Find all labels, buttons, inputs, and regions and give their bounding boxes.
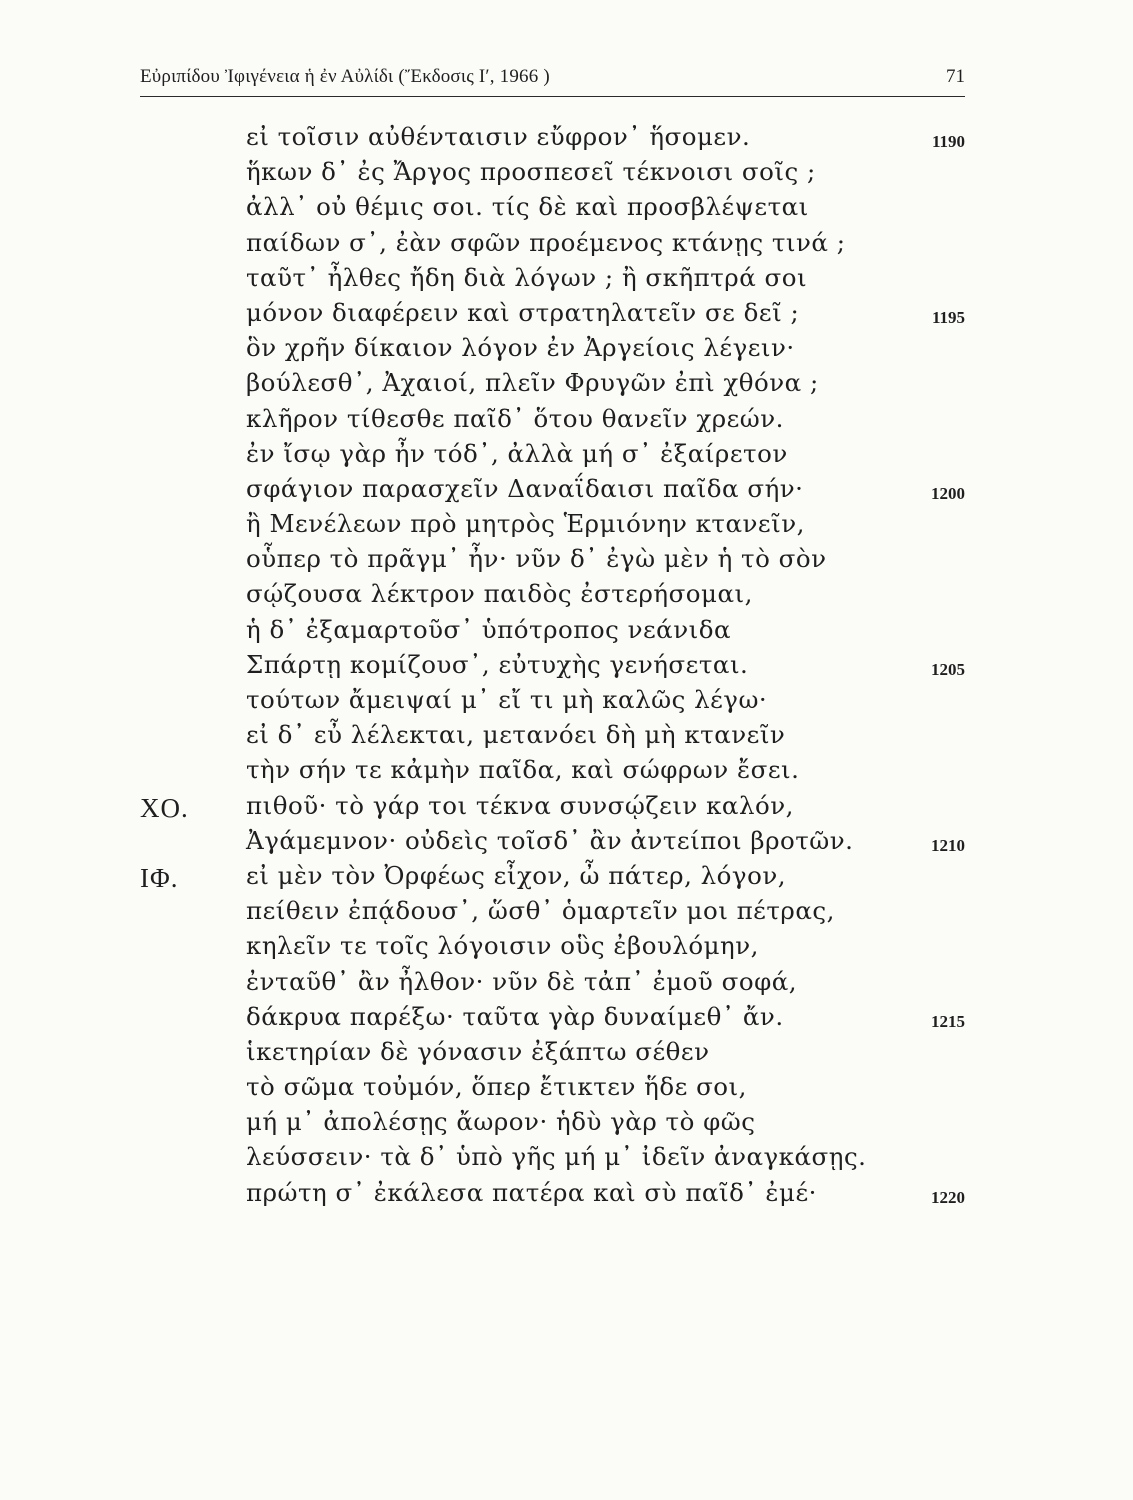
verse-line [0,333,1133,368]
verse-line [0,1002,1133,1037]
verse-line [0,685,1133,720]
page-number: 71 [946,66,965,87]
verse-line [0,544,1133,579]
verse-line [0,1107,1133,1142]
verse-line [0,896,1133,931]
verse-text: λεύσσειν· τὰ δ᾽ ὑπὸ γῆς μή μ᾽ ἰδεῖν ἀναγκάσῃς. [246,1142,867,1172]
verse-text: εἰ τοῖσιν αὐθένταισιν εὔφρον᾽ ἥσομεν. [246,122,751,151]
verse-text: τὴν σήν τε κἀμὴν παῖδα, καὶ σώφρων ἔσει. [246,755,800,785]
verse-line [0,931,1133,966]
verse-line [0,439,1133,474]
verse-line [0,1037,1133,1072]
verse-line [0,826,1133,861]
verse-text: δάκρυα παρέξω· ταῦτα γὰρ δυναίμεθ᾽ ἄν. [246,1001,784,1031]
verse-line [0,1142,1133,1177]
line-number: 1215 [931,1011,965,1031]
verse-line [0,791,1133,826]
verse-line [0,1178,1133,1213]
speaker-label: ΧΟ. [140,792,189,823]
verse-line [0,263,1133,298]
verse-text: πείθειν ἐπᾴδουσ᾽, ὥσθ᾽ ὁμαρτεῖν μοι πέτρας, [246,896,835,926]
verse-text: βούλεσθ᾽, Ἀχαιοί, πλεῖν Φρυγῶν ἐπὶ χθόνα ; [246,368,819,398]
verse-text: κηλεῖν τε τοῖς λόγοισιν οὓς ἐβουλόμην, [246,931,759,961]
verse-line [0,755,1133,790]
verse-line [0,579,1133,614]
verse-text: ἐνταῦθ᾽ ἂν ἦλθον· νῦν δὲ τἀπ᾽ ἐμοῦ σοφά, [246,966,798,996]
verse-text: εἰ δ᾽ εὖ λέλεκται, μετανόει δὴ μὴ κτανεῖν [246,720,786,750]
verse-text: οὗπερ τὸ πρᾶγμ᾽ ἦν· νῦν δ᾽ ἐγὼ μὲν ἡ τὸ σὸν [246,544,827,574]
verse-text: μόνον διαφέρειν καὶ στρατηλατεῖν σε δεῖ ; [246,297,800,327]
verse-text: τούτων ἄμειψαί μ᾽ εἴ τι μὴ καλῶς λέγω· [246,685,768,714]
verse-text: ἱκετηρίαν δὲ γόνασιν ἐξάπτω σέθεν [246,1036,710,1066]
verse-text: ἀλλ᾽ οὐ θέμις σοι. τίς δὲ καὶ προσβλέψεται [246,192,809,222]
verse-line [0,509,1133,544]
line-number: 1210 [931,835,965,855]
line-number: 1205 [931,659,965,679]
verse-text: παίδων σ᾽, ἐὰν σφῶν προέμενος κτάνῃς τινά ; [246,227,846,257]
verse-text: ἥκων δ᾽ ἐς Ἄργος προσπεσεῖ τέκνοισι σοῖς ; [246,157,816,187]
verse-text: τὸ σῶμα τοὐμόν, ὅπερ ἔτικτεν ἥδε σοι, [246,1072,747,1102]
verse-line [0,228,1133,263]
verse-line [0,967,1133,1002]
verse-line [0,615,1133,650]
verse-text: ἐν ἴσῳ γὰρ ἦν τόδ᾽, ἀλλὰ μή σ᾽ ἐξαίρετον [246,438,788,468]
verse-text: ταῦτ᾽ ἦλθες ἤδη διὰ λόγων ; ἢ σκῆπτρά σοι [246,262,808,292]
verse-text: ἡ δ᾽ ἐξαμαρτοῦσ᾽ ὑπότροπος νεάνιδα [246,614,732,644]
line-number: 1195 [931,307,965,327]
running-head [140,60,965,96]
verse-text: κλῆρον τίθεσθε παῖδ᾽ ὅτου θανεῖν χρεών. [246,403,784,433]
header-rule [140,96,965,97]
verse-text: μή μ᾽ ἀπολέσῃς ἄωρον· ἡδὺ γὰρ τὸ φῶς [246,1107,756,1137]
verse-line [0,404,1133,439]
line-number: 1220 [931,1187,965,1207]
verse-line [0,720,1133,755]
line-number: 1200 [931,483,965,503]
verse-text: ὃν χρῆν δίκαιον λόγον ἐν Ἀργείοις λέγειν· [246,333,795,363]
verse-line [0,1072,1133,1107]
verse-text: Ἀγάμεμνον· οὐδεὶς τοῖσδ᾽ ἂν ἀντείποι βροτῶν. [246,825,854,855]
verse-line [0,368,1133,403]
verse-text: ἢ Μενέλεων πρὸ μητρὸς Ἑρμιόνην κτανεῖν, [246,509,805,539]
speaker-label: ΙΦ. [140,862,179,893]
verse-line [0,861,1133,896]
verse-text: εἰ μὲν τὸν Ὀρφέως εἶχον, ὦ πάτερ, λόγον, [246,860,787,890]
running-head-title: Εὐριπίδου Ἰφιγένεια ἡ ἐν Αὐλίδι (Ἔκδοσις Ιʹ, 1966 ) [140,66,550,87]
verse-text: σῴζουσα λέκτρον παιδὸς ἐστερήσομαι, [246,579,753,609]
verse-line [0,650,1133,685]
verse-line [0,192,1133,227]
verse-block [0,122,1133,1213]
verse-text: πιθοῦ· τὸ γάρ τοι τέκνα συνσῴζειν καλόν, [246,790,794,820]
verse-text: σφάγιον παρασχεῖν Δαναΐδαισι παῖδα σήν· [246,473,804,503]
verse-line [0,157,1133,192]
verse-line [0,122,1133,157]
line-number: 1190 [931,132,965,151]
verse-text: πρώτη σ᾽ ἐκάλεσα πατέρα καὶ σὺ παῖδ᾽ ἐμέ· [246,1177,817,1207]
verse-text: Σπάρτῃ κομίζουσ᾽, εὐτυχὴς γενήσεται. [246,649,749,679]
verse-line [0,474,1133,509]
verse-line [0,298,1133,333]
